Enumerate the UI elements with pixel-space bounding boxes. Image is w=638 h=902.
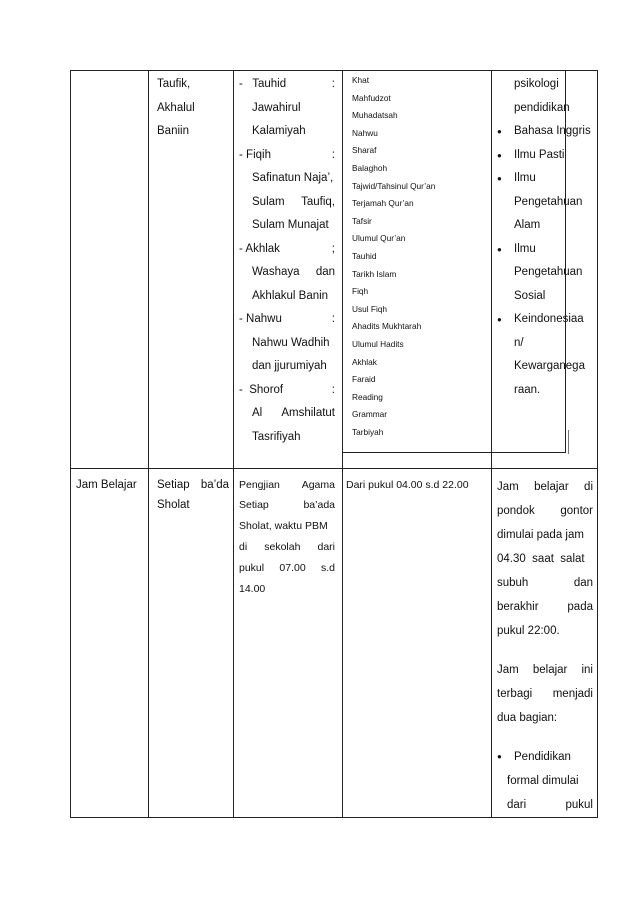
col3-line-2: Setiap ba’ada	[239, 499, 335, 511]
shorof-heading: - Shorof :	[239, 383, 335, 396]
subject-item: Akhlak	[352, 356, 377, 367]
akhlak-book-1: Washaya dan	[252, 266, 335, 278]
subject-item: Usul Fiqh	[352, 303, 388, 314]
row1-col4-subjects	[352, 72, 492, 441]
row2-col1	[76, 475, 146, 495]
subject-item: Tarikh Islam	[352, 268, 397, 279]
book-name-line: Akhalul	[157, 101, 195, 114]
bullet-item-cont: Pengetahuan	[514, 266, 583, 278]
bullet-item: ● Ilmu Pasti	[497, 144, 593, 168]
bullet-item-cont: n/	[514, 336, 524, 349]
fiqih-book-2: Sulam Taufiq,	[252, 195, 335, 208]
book-name-line: Taufik,	[157, 78, 191, 90]
col5-line-8: Jam belajar ini	[497, 664, 593, 676]
col5-line-6: berakhir pada	[497, 601, 593, 613]
subject-item: Tauhid	[352, 250, 377, 261]
book-name-line: Baniin	[157, 125, 189, 137]
subject-continued: pendidikan	[514, 101, 570, 114]
col5-line-3: dimulai pada jam	[497, 529, 584, 541]
col3-line-3: Sholat, waktu PBM	[239, 520, 328, 532]
row1-col3	[239, 73, 335, 449]
col3-line-6: 14.00	[239, 583, 266, 595]
row2-col4	[346, 475, 490, 495]
subject-item: Tajwid/Tahsinul Qur’an	[352, 180, 436, 191]
akhlak-heading: - Akhlak ;	[239, 242, 335, 255]
fiqih-book-3: Sulam Munajat	[252, 219, 329, 231]
col5-line-9: terbagi menjadi	[497, 688, 593, 700]
bullet-item: ● Pendidikan	[497, 745, 593, 769]
shorof-book-2: Tasrifiyah	[252, 430, 301, 443]
subject-item: Muhadatsah	[352, 110, 398, 121]
subject-item: Ulumul Qur’an	[352, 233, 406, 244]
subject-item: Reading	[352, 391, 383, 402]
subject-continued: psikologi	[514, 78, 559, 90]
akhlak-book-2: Akhlakul Banin	[252, 289, 329, 302]
col2-line-2: Sholat	[157, 499, 190, 511]
subject-item: Grammar	[352, 409, 388, 420]
bullet-item: ● Bahasa Inggris	[497, 120, 593, 144]
subject-item: Tafsir	[352, 215, 372, 226]
tauhid-book-2: Kalamiyah	[252, 125, 306, 137]
col-border-3	[233, 70, 234, 818]
subject-item: Tarbiyah	[352, 426, 384, 437]
col5-line-2: pondok gontor	[497, 505, 593, 517]
subject-item: Faraid	[352, 374, 376, 385]
col5-line-10: dua bagian:	[497, 712, 558, 724]
subject-item: Ahadits Mukhtarah	[352, 321, 422, 332]
bullet-item: ● Keindonesiaa	[497, 308, 593, 332]
col-border-1	[70, 70, 71, 818]
bullet-item-cont: raan.	[514, 383, 541, 396]
tauhid-heading: - Tauhid :	[239, 78, 335, 90]
table-bottom-border	[70, 817, 598, 818]
bullet-item-cont: dari pukul	[507, 799, 593, 811]
row2-col3	[239, 475, 335, 600]
fiqih-heading: - Fiqih :	[239, 148, 335, 161]
row-divider	[70, 468, 598, 469]
row2-col2	[157, 475, 229, 515]
row1-col5	[497, 73, 593, 402]
col-border-6	[597, 70, 598, 818]
bullet-item-cont: formal dimulai	[507, 775, 579, 787]
nahwu-book-1: Nahwu Wadhih	[252, 336, 330, 349]
subject-item: Mahfudzot	[352, 92, 391, 103]
subject-item: Terjamah Qur’an	[352, 198, 414, 209]
col5-line-7: pukul 22:00.	[497, 625, 560, 637]
subject-item: Balaghoh	[352, 162, 388, 173]
col3-line-4: di sekolah dari	[239, 541, 335, 553]
shorof-book-1: Al Amshilatut	[252, 407, 335, 419]
col5-line-4: 04.30 saat salat	[497, 553, 585, 565]
bullet-item-cont: Pengetahuan	[514, 195, 583, 208]
col-border-2	[148, 70, 149, 818]
row2-col5	[497, 475, 593, 817]
bullet-item-cont: Sosial	[514, 289, 546, 302]
paragraph-gap	[497, 730, 593, 745]
row1-col2	[157, 73, 229, 144]
subject-item: Khat	[352, 75, 370, 85]
bullet-item-cont: Alam	[514, 219, 541, 231]
subject-item: Ulumul Hadits	[352, 338, 404, 349]
nahwu-heading: - Nahwu :	[239, 313, 335, 325]
nahwu-book-2: dan jjurumiyah	[252, 360, 327, 372]
col2-line-1: Setiap ba’da	[157, 479, 229, 491]
col3-line-1: Pengjian Agama	[239, 479, 335, 491]
tauhid-book-1: Jawahirul	[252, 101, 301, 114]
time-range: Dari pukul 04.00 s.d 22.00	[346, 479, 469, 491]
bullet-item: ● Ilmu	[497, 238, 593, 262]
col3-line-5: pukul 07.00 s.d	[239, 562, 335, 574]
subject-item: Nahwu	[352, 127, 378, 138]
schedule-table	[70, 70, 598, 818]
fiqih-book-1: Safinatun Naja’,	[252, 172, 334, 184]
col5-line-1: Jam belajar di	[497, 481, 593, 493]
bullet-item: ● Ilmu	[497, 167, 593, 191]
bullet-item-cont: Kewarganega	[514, 360, 585, 372]
paragraph-gap	[497, 643, 593, 658]
subject-item: Fiqh	[352, 286, 369, 297]
subject-item: Sharaf	[352, 145, 377, 156]
col5-line-5: subuh dan	[497, 577, 593, 589]
row-label: Jam Belajar	[76, 479, 137, 491]
